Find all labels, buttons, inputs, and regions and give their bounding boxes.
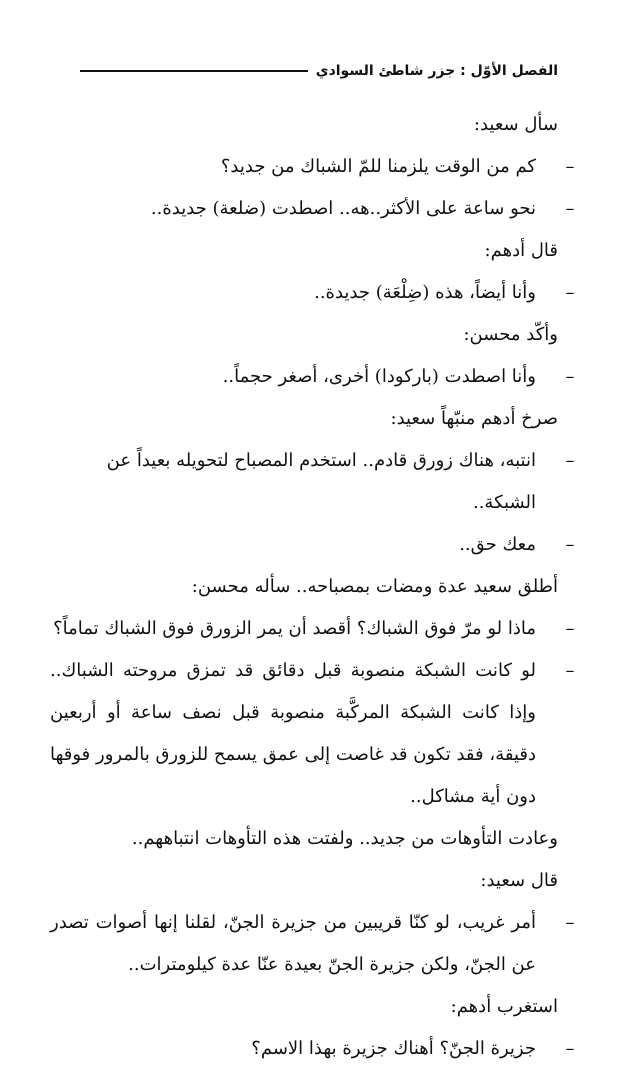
dialogue-dash: – — [565, 912, 575, 933]
dialogue-dash: – — [565, 1038, 575, 1059]
dialogue-line: – نحو ساعة على الأكثر..هه.. اصطدت (ضلعة) جديدة.. — [50, 188, 580, 230]
dialogue-line: – كم من الوقت يلزمنا للمّ الشباك من جديد؟ — [50, 146, 580, 188]
dialogue-line: – وأنا أيضاً، هذه (ضِلْعَة) جديدة.. — [50, 272, 580, 314]
narration-line: وأكّد محسن: — [463, 324, 558, 345]
page-body — [50, 104, 580, 1070]
dialogue-line: – معك حق.. — [50, 524, 580, 566]
header-rule — [80, 70, 308, 72]
dialogue-dash: – — [565, 198, 575, 219]
dialogue-line: – وأنا اصطدت (باركودا) أخرى، أصغر حجماً.. — [50, 356, 580, 398]
dialogue-line: – جزيرة الجنّ؟ أهناك جزيرة بهذا الاسم؟ — [50, 1028, 580, 1070]
dialogue-line: – انتبه، هناك زورق قادم.. استخدم المصباح لتحويله بعيداً عن الشبكة.. — [50, 440, 580, 524]
dialogue-paragraph: – أمر غريب، لو كنّا قريبين من جزيرة الجنّ، لقلنا إنها أصوات تصدر عن الجنّ، ولكن جزيرة الجنّ بعيدة عنّا عدة كيلومترات.. — [50, 902, 580, 986]
chapter-title: الفصل الأوّل : جزر شاطئ السوادي — [315, 63, 558, 79]
dialogue-dash: – — [565, 534, 575, 555]
narration-line: أطلق سعيد عدة ومضات بمصباحه.. سأله محسن: — [191, 576, 558, 597]
narration-line: سأل سعيد: — [473, 114, 558, 135]
narration-line: صرخ أدهم منبّهاً سعيد: — [390, 408, 558, 429]
dialogue-line: – ماذا لو مرّ فوق الشباك؟ أقصد أن يمر الزورق فوق الشباك تماماً؟ — [50, 608, 580, 650]
dialogue-paragraph: – لو كانت الشبكة منصوبة قبل دقائق قد تمزق مروحته الشباك.. وإذا كانت الشبكة المركَّبة منصوبة قبل نصف ساعة أو أربعين دقيقة، فقد تكون قد غاصت إلى عمق يسمح للزورق بالمرور فوقها دون أية مشاكل.. — [50, 650, 580, 818]
narration-line: وعادت التأوهات من جديد.. ولفتت هذه التأوهات انتباههم.. — [131, 828, 558, 849]
dialogue-dash: – — [565, 618, 575, 639]
running-header — [80, 58, 558, 84]
narration-line: قال سعيد: — [480, 870, 558, 891]
dialogue-dash: – — [565, 450, 575, 471]
narration-line: استغرب أدهم: — [450, 996, 558, 1017]
dialogue-dash: – — [565, 156, 575, 177]
dialogue-dash: – — [565, 366, 575, 387]
dialogue-dash: – — [565, 660, 575, 681]
narration-line: قال أدهم: — [484, 240, 558, 261]
dialogue-dash: – — [565, 282, 575, 303]
